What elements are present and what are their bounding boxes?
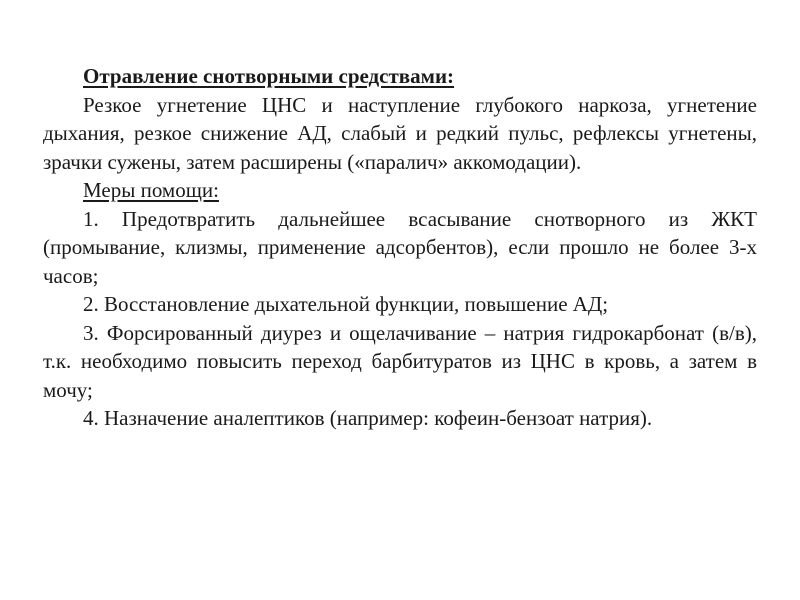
measure-item-4: 4. Назначение аналептиков (например: кофеин-бензоат натрия). — [83, 406, 653, 430]
measures-title: Меры помощи: — [83, 178, 219, 202]
measure-item-1: 1. Предотвратить дальнейшее всасывание снотворного из ЖКТ (промывание, клизмы, применение адсорбентов), если прошло не более 3-х часов; — [43, 206, 757, 288]
slide-content — [43, 62, 757, 433]
section-heading: Отравление снотворными средствами: — [83, 64, 455, 88]
measure-item-2: 2. Восстановление дыхательной функции, повышение АД; — [83, 292, 609, 316]
heading-paragraph — [43, 62, 757, 91]
measures-title-paragraph — [43, 176, 757, 205]
intro-paragraph: Резкое угнетение ЦНС и наступление глубокого наркоза, угнетение дыхания, резкое снижение АД, слабый и редкий пульс, рефлексы угнетены, зрачки сужены, затем расширены («паралич» аккомодации). — [43, 92, 757, 174]
measure-item-3: 3. Форсированный диурез и ощелачивание – натрия гидрокарбонат (в/в), т.к. необходимо повысить переход барбитуратов из ЦНС в кровь, а затем в мочу; — [43, 320, 757, 402]
